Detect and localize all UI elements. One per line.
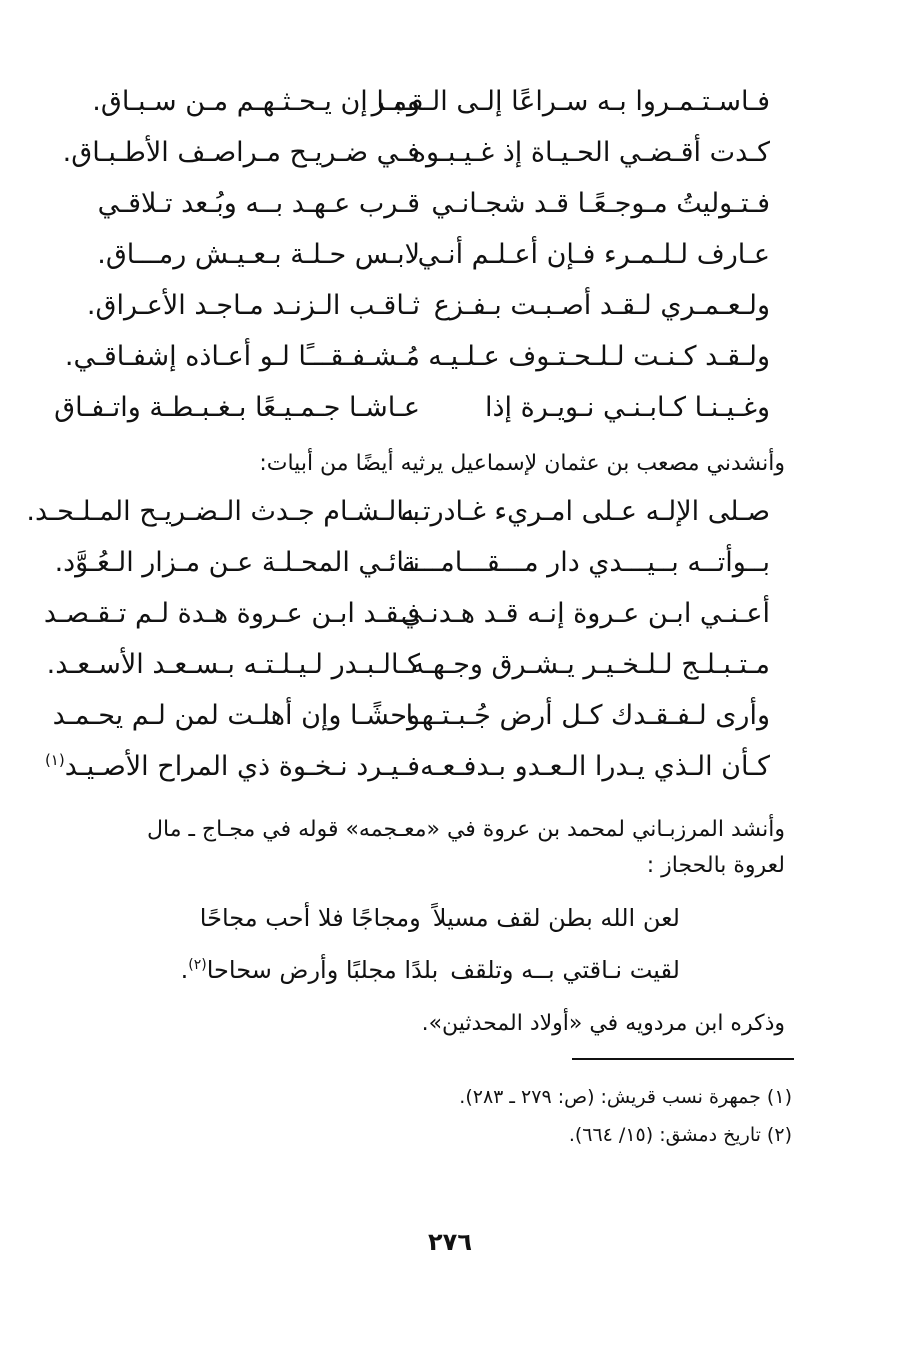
second-hemistich [44, 751, 420, 782]
verse-line [64, 331, 770, 382]
poem-3 [180, 892, 680, 996]
first-hemistich: ولـقـد كـنـت لـلـحـتـوف عـلـيـه [428, 341, 770, 372]
verse-line [180, 944, 680, 996]
line-end-punct: . [180, 956, 189, 984]
closing-paragraph: وذكره ابن مردويه في «أولاد المحدثين». [421, 1011, 785, 1036]
second-hemistich: قـرب عـهـد بــه وبُـعد تـلاقـي [97, 188, 420, 219]
footnote-separator [572, 1058, 794, 1060]
footnote-marker[interactable]: (١) [44, 751, 65, 769]
first-hemistich: بــوأتــه بــيـــدي دار مـــقـــامـــة [402, 547, 770, 578]
verse-line [26, 486, 770, 537]
verse-line [90, 76, 770, 127]
verse-line [44, 741, 770, 792]
intro-paragraph-2: وأنشدني مصعب بن عثمان لإسماعيل يرثيه أيضًا من أبيات: [259, 451, 785, 476]
first-hemistich: لقيت نـاقتي بــه وتلقف [450, 956, 680, 984]
second-hemistich: ومـا إن يـحـثـهـم مـن سـبـاق. [92, 86, 420, 117]
second-hemistich: وحشًـا وإن أهلـت لمن لـم يحـمـد [52, 700, 420, 731]
second-hemistich: كـالـبـدر لـيـلـتـه بـسـعـد الأسـعـد. [46, 649, 420, 680]
verse-line [52, 690, 770, 741]
second-hemistich: فـي ضـريـح مـراصـف الأطـبـاق. [62, 137, 420, 168]
first-hemistich: فـتـوليتُ مـوجـعًـا قـد شجـانـي [431, 188, 770, 219]
hemistich-text: بلدًا مجلبًا وأرض سحاحا [206, 956, 439, 984]
poem-2 [26, 486, 770, 792]
verse-line [46, 639, 770, 690]
second-hemistich: عـاشـا جـمـيـعًا بـغـبـطـة واتـفـاق [54, 392, 420, 423]
second-hemistich: فـقـد ابـن عـروة هـدة لـم تـقـصـد [43, 598, 420, 629]
verse-line [86, 280, 770, 331]
poem-1 [54, 76, 770, 433]
first-hemistich: مـتـبـلـج لـلـخـيـر يـشـرق وجـهـه [410, 649, 770, 680]
verse-line [190, 892, 680, 944]
page-number: ٢٧٦ [428, 1228, 472, 1256]
first-hemistich: لعن الله بطن لقف مسيلاً [432, 904, 680, 932]
first-hemistich: عـارف لـلـمـرء فـإن أعـلـم أنـي [417, 239, 770, 270]
verse-line [54, 537, 770, 588]
verse-line [43, 588, 770, 639]
first-hemistich: صـلى الإلـه عـلى امـريء غـادرتـه [400, 496, 770, 527]
verse-line [54, 382, 770, 433]
second-hemistich: بـالـشـام جـدث الـضـريـح المـلـحـد. [26, 496, 420, 527]
first-hemistich: وغـيـنـا كـابـنـي نـويـرة إذا [484, 392, 770, 423]
footnote-2: (٢) تاريخ دمشق: (١٥/ ٦٦٤). [568, 1124, 792, 1146]
verse-line [90, 178, 770, 229]
second-hemistich: نـائـي المحـلـة عـن مـزار الـعُـوَّد. [54, 547, 420, 578]
footnotes [300, 1078, 792, 1154]
verse-line [62, 127, 770, 178]
first-hemistich: فـاسـتـمـروا بـه سـراعًا إلـى الـقـبـر [371, 86, 770, 117]
footnote-1: (١) جمهرة نسب قريش: (ص: ٢٧٩ ـ ٢٨٣). [459, 1086, 792, 1108]
first-hemistich: وأرى لـفـقـدك كـل أرض جُـبـتـهـا [405, 700, 770, 731]
hemistich-text: فـيـرد نـخـوة ذي المراح الأصـيـد [64, 751, 420, 782]
footnote-marker[interactable]: (٢) [188, 957, 207, 973]
intro-paragraph-3: وأنشد المرزبـاني لمحمد بن عروة في «معـجمه» قوله في مجـاج ـ مال لعروة بالحجاز : [147, 817, 785, 878]
first-hemistich: كـأن الـذي يـدرا الـعـدو بـدفـعـه [420, 751, 770, 782]
second-hemistich: لابـس حـلـة بـعـيـش رمـــاق. [97, 239, 420, 270]
second-hemistich [181, 956, 439, 984]
verse-line [90, 229, 770, 280]
first-hemistich: ولـعـمـري لـقـد أصـبـت بـفـزع [433, 290, 770, 321]
second-hemistich: ثـاقـب الـزنـد مـاجـد الأعـراق. [86, 290, 420, 321]
second-hemistich: مُـشـفـقـــًا لـو أعـاذه إشفـاقـي. [64, 341, 420, 372]
first-hemistich: كـدت أقـضـي الحـيـاة إذ غـيـبـوه [411, 137, 770, 168]
second-hemistich: ومجاجًا فلا أحب مجاحًا [199, 904, 421, 932]
first-hemistich: أعـنـي ابـن عـروة إنـه قـد هـدنـي [400, 598, 770, 629]
